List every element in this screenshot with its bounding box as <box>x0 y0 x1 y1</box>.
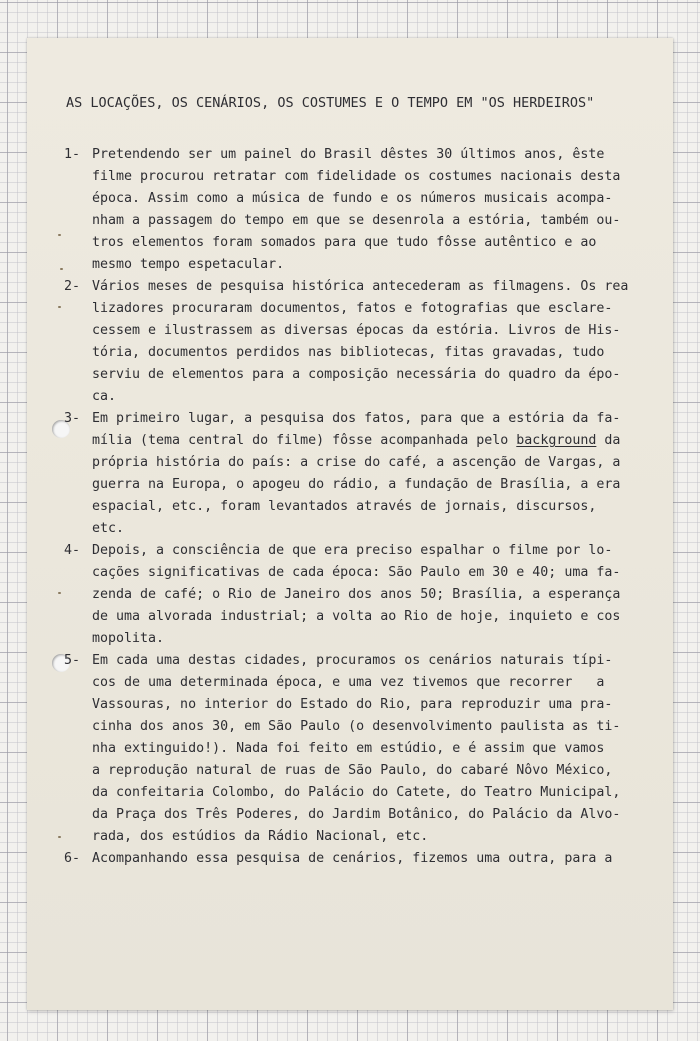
item-number: 2- <box>64 279 81 294</box>
text-line <box>92 430 624 452</box>
item-number: 4- <box>64 543 81 558</box>
list-item <box>64 650 624 848</box>
text-line: serviu de elementos para a composição necessária do quadro da épo- <box>92 367 621 382</box>
text-segment: da <box>596 433 621 448</box>
text-line: própria história do país: a crise do café, a ascenção de Vargas, a <box>92 455 621 470</box>
item-number: 6- <box>64 851 81 866</box>
text-line: Vários meses de pesquisa histórica antecederam as filmagens. Os rea <box>92 279 629 294</box>
ink-speck <box>58 234 61 236</box>
text-line: da confeitaria Colombo, do Palácio do Catete, do Teatro Municipal, <box>92 785 621 800</box>
list-item <box>64 408 624 540</box>
text-line: cinha dos anos 30, em São Paulo (o desenvolvimento paulista as ti- <box>92 719 621 734</box>
text-line: espacial, etc., foram levantados através de jornais, discursos, <box>92 499 597 514</box>
list-item <box>64 848 624 870</box>
text-line: de uma alvorada industrial; a volta ao Rio de hoje, inquieto e cos <box>92 609 621 624</box>
ink-speck <box>58 306 61 308</box>
text-line: Acompanhando essa pesquisa de cenários, fizemos uma outra, para a <box>92 851 613 866</box>
text-line: Em cada uma destas cidades, procuramos os cenários naturais típi- <box>92 653 613 668</box>
text-line: cações significativas de cada época: São Paulo em 30 e 40; uma fa- <box>92 565 621 580</box>
text-line: tros elementos foram somados para que tudo fôsse autêntico e ao <box>92 235 597 250</box>
text-line: zenda de café; o Rio de Janeiro dos anos 50; Brasília, a esperança <box>92 587 621 602</box>
text-line: época. Assim como a música de fundo e os números musicais acompa- <box>92 191 613 206</box>
ink-speck <box>60 268 63 270</box>
text-line: lizadores procuraram documentos, fatos e fotografias que esclare- <box>92 301 613 316</box>
text-line: tória, documentos perdidos nas bibliotecas, fitas gravadas, tudo <box>92 345 605 360</box>
text-line: nham a passagem do tempo em que se desenrola a estória, também ou- <box>92 213 621 228</box>
text-line: Pretendendo ser um painel do Brasil dêstes 30 últimos anos, êste <box>92 147 605 162</box>
text-line: guerra na Europa, o apogeu do rádio, a fundação de Brasília, a era <box>92 477 621 492</box>
text-line: Vassouras, no interior do Estado do Rio, para reproduzir uma pra- <box>92 697 613 712</box>
text-line: etc. <box>92 521 125 536</box>
text-line: mopolita. <box>92 631 165 646</box>
underlined-word: background <box>516 433 597 448</box>
text-line: nha extinguido!). Nada foi feito em estúdio, e é assim que vamos <box>92 741 605 756</box>
numbered-list <box>64 144 629 870</box>
ink-speck <box>58 836 61 838</box>
text-line: cessem e ilustrassem as diversas épocas da estória. Livros de His- <box>92 323 621 338</box>
text-segment: mília (tema central do filme) fôsse acompanhada pelo <box>92 433 517 448</box>
document-title: AS LOCAÇÕES, OS CENÁRIOS, OS COSTUMES E O TEMPO EM "OS HERDEIROS" <box>66 95 595 111</box>
ink-speck <box>58 592 61 594</box>
text-line: mesmo tempo espetacular. <box>92 257 285 272</box>
text-line: rada, dos estúdios da Rádio Nacional, etc. <box>92 829 429 844</box>
item-number: 5- <box>64 653 81 668</box>
text-line: a reprodução natural de ruas de São Paulo, do cabaré Nôvo México, <box>92 763 613 778</box>
text-line: cos de uma determinada época, e uma vez tivemos que recorrer a <box>92 675 605 690</box>
list-item <box>64 540 624 650</box>
item-number: 1- <box>64 147 81 162</box>
text-line: Em primeiro lugar, a pesquisa dos fatos, para que a estória da fa- <box>92 411 621 426</box>
text-line: ca. <box>92 389 117 404</box>
list-item <box>64 144 624 276</box>
text-line: da Praça dos Três Poderes, do Jardim Botânico, do Palácio da Alvo- <box>92 807 621 822</box>
item-number: 3- <box>64 411 81 426</box>
list-item <box>64 276 629 408</box>
text-line: Depois, a consciência de que era preciso espalhar o filme por lo- <box>92 543 613 558</box>
text-line: filme procurou retratar com fidelidade os costumes nacionais desta <box>92 169 621 184</box>
